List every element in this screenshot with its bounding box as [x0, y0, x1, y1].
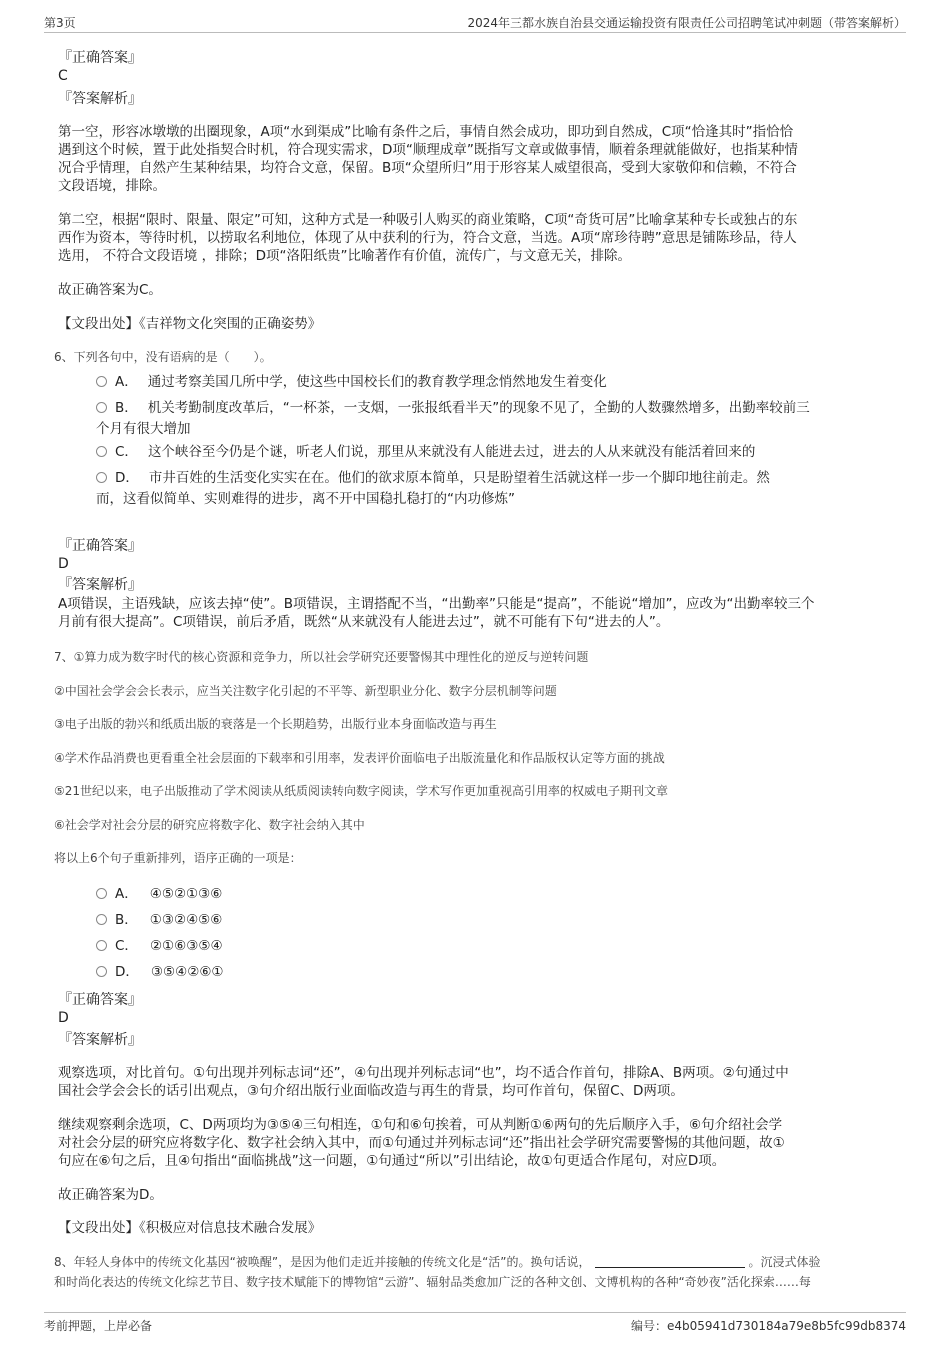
page-number: 第3页	[44, 16, 76, 30]
document-title: 2024年三都水族自治县交通运输投资有限责任公司招聘笔试冲刺题（带答案解析）	[467, 16, 906, 30]
q7-analysis-line: 观察选项，对比首句。①句出现并列标志词“还”，④句出现并列标志词“也”，均不适合作首句，排除A、B两项。②句通过中	[58, 1065, 789, 1081]
radio-button[interactable]	[96, 888, 107, 899]
q8-stem-line	[54, 1252, 821, 1272]
q6-option-a[interactable]	[96, 372, 607, 392]
q7-sentence: 7、①算力成为数字时代的核心资源和竞争力，所以社会学研究还要警惕其中理性化的逆反与逆转问题	[54, 650, 589, 664]
radio-button[interactable]	[96, 402, 107, 413]
q5-conclusion: 故正确答案为C。	[58, 282, 162, 298]
q7-source: 【文段出处】《积极应对信息技术融合发展》	[58, 1220, 322, 1236]
q5-analysis-label: 『答案解析』	[58, 91, 142, 107]
q7-analysis-line: 句应在⑥句之后，且④句指出“面临挑战”这一问题，①句通过“所以”引出结论，故①句更适合作尾句，对应D项。	[58, 1153, 726, 1169]
footer-serial: 编号：e4b05941d730184a79e8b5fc99db8374	[631, 1319, 906, 1333]
q8-text: 。沉浸式体验	[748, 1255, 821, 1269]
option-text: 市井百姓的生活变化实实在在。他们的欲求原本简单，只是盼望着生活就这样一步一个脚印地往前走。然	[148, 470, 770, 486]
q7-answer: D	[58, 1010, 69, 1026]
q7-conclusion: 故正确答案为D。	[58, 1187, 163, 1203]
q5-analysis-line: 选用， 不符合文段语境 ，排除；D项“洛阳纸贵”比喻著作有价值，流传广，与文意无关，排除。	[58, 248, 631, 264]
option-label: B．	[115, 400, 138, 416]
option-label: C．	[115, 938, 138, 954]
q7-analysis-label: 『答案解析』	[58, 1032, 142, 1048]
fill-in-blank[interactable]	[595, 1254, 745, 1268]
q6-stem: 6、下列各句中，没有语病的是（ ）。	[54, 350, 272, 364]
option-label: A．	[115, 374, 138, 390]
option-label: A．	[115, 886, 138, 902]
q6-option-c[interactable]	[96, 442, 755, 462]
q5-source: 【文段出处】《吉祥物文化突围的正确姿势》	[58, 316, 322, 332]
option-text: ②①⑥③⑤④	[149, 938, 223, 954]
q7-analysis-line: 继续观察剩余选项，C、D两项均为③⑤④三句相连，①句和⑥句挨着，可从判断①⑥两句的先后顺序入手，⑥句介绍社会学	[58, 1117, 783, 1133]
q7-option-a[interactable]	[96, 884, 222, 904]
option-text: ①③②④⑤⑥	[149, 912, 223, 928]
radio-button[interactable]	[96, 966, 107, 977]
option-text: 机关考勤制度改革后，“一杯茶，一支烟，一张报纸看半天”的现象不见了，全勤的人数骤然增多，出勤率较前三	[147, 400, 810, 416]
q7-answer-label: 『正确答案』	[58, 992, 142, 1008]
option-label: D．	[115, 964, 139, 980]
q7-analysis-line: 国社会学会会长的话引出观点，③句介绍出版行业面临改造与再生的背景，均可作首句，保留C、D两项。	[58, 1083, 684, 1099]
q6-analysis-line: A项错误，主语残缺，应该去掉“使”。B项错误，主谓搭配不当，“出勤率”只能是“提高”，不能说“增加”，应改为“出勤率较三个	[58, 596, 815, 612]
radio-button[interactable]	[96, 914, 107, 925]
q8-text: 8、年轻人身体中的传统文化基因“被唤醒”，是因为他们走近并接触的传统文化是“活”的。换句话说，	[54, 1255, 591, 1269]
q7-prompt: 将以上6个句子重新排列，语序正确的一项是：	[54, 851, 302, 865]
q5-analysis-line: 第二空，根据“限时、限量、限定”可知，这种方式是一种吸引人购买的商业策略，C项“奇货可居”比喻拿某种专长或独占的东	[58, 212, 798, 228]
radio-button[interactable]	[96, 472, 107, 483]
q5-analysis-line: 第一空，形容冰墩墩的出圈现象，A项“水到渠成”比喻有条件之后，事情自然会成功，即功到自然成，C项“恰逢其时”指恰恰	[58, 124, 794, 140]
option-label: B．	[115, 912, 138, 928]
radio-button[interactable]	[96, 376, 107, 387]
q8-stem-line: 和时尚化表达的传统文化综艺节目、数字技术赋能下的博物馆“云游”、辐射品类愈加广泛的各种文创、文博机构的各种“奇妙夜”活化探索……每	[54, 1275, 811, 1289]
radio-button[interactable]	[96, 446, 107, 457]
q7-sentence: ⑤21世纪以来，电子出版推动了学术阅读从纸质阅读转向数字阅读，学术写作更加重视高引用率的权威电子期刊文章	[54, 784, 669, 798]
footer-slogan: 考前押题，上岸必备	[44, 1319, 153, 1333]
q6-answer: D	[58, 556, 69, 572]
option-label: C．	[115, 444, 138, 460]
page-header	[44, 14, 906, 33]
option-text: 通过考察美国几所中学，使这些中国校长们的教育教学理念悄然地发生着变化	[147, 374, 607, 390]
q6-option-d[interactable]	[96, 468, 770, 488]
option-label: D．	[115, 470, 139, 486]
q5-analysis-line: 文段语境，排除。	[58, 178, 166, 194]
radio-button[interactable]	[96, 940, 107, 951]
option-text: ③⑤④②⑥①	[150, 964, 224, 980]
page-footer	[44, 1312, 906, 1335]
q5-answer-label: 『正确答案』	[58, 50, 142, 66]
q7-sentence: ④学术作品消费也更看重全社会层面的下载率和引用率，发表评价面临电子出版流量化和作品版权认定等方面的挑战	[54, 751, 665, 765]
q7-option-b[interactable]	[96, 910, 222, 930]
q6-option-d-cont: 而，这看似简单、实则难得的进步，离不开中国稳扎稳打的“内功修炼”	[96, 491, 515, 507]
q6-option-b[interactable]	[96, 398, 810, 418]
q7-sentence: ⑥社会学对社会分层的研究应将数字化、数字社会纳入其中	[54, 818, 365, 832]
q5-analysis-line: 西作为资本，等待时机，以捞取名利地位，体现了从中获利的行为，符合文意，当选。A项“席珍待聘”意思是铺陈珍品，待人	[58, 230, 797, 246]
q5-analysis-line: 遇到这个时候，置于此处指契合时机，符合现实需求，D项“顺理成章”既指写文章或做事情，顺着条理就能做好，也指某种情	[58, 142, 798, 158]
q6-analysis-label: 『答案解析』	[58, 577, 142, 593]
q5-analysis-line: 况合乎情理，自然产生某种结果，均符合文意，保留。B项“众望所归”用于形容某人威望很高，受到大家敬仰和信赖，不符合	[58, 160, 797, 176]
q6-analysis-line: 月前有很大提高”。C项错误，前后矛盾，既然“从来就没有人能进去过”，就不可能有下句“进去的人”。	[58, 614, 670, 630]
q7-analysis-line: 对社会分层的研究应将数字化、数字社会纳入其中，而①句通过并列标志词“还”指出社会学研究需要警惕的其他问题，故①	[58, 1135, 785, 1151]
option-text: 这个峡谷至今仍是个谜，听老人们说，那里从来就没有人能进去过，进去的人从来就没有能活着回来的	[147, 444, 756, 460]
q7-sentence: ②中国社会学会会长表示，应当关注数字化引起的不平等、新型职业分化、数字分层机制等问题	[54, 684, 557, 698]
q6-option-b-cont: 个月有很大增加	[96, 421, 191, 437]
q7-option-d[interactable]	[96, 962, 224, 982]
q5-answer: C	[58, 68, 68, 84]
q6-answer-label: 『正确答案』	[58, 538, 142, 554]
q7-option-c[interactable]	[96, 936, 223, 956]
option-text: ④⑤②①③⑥	[149, 886, 223, 902]
q7-sentence: ③电子出版的勃兴和纸质出版的衰落是一个长期趋势，出版行业本身面临改造与再生	[54, 717, 497, 731]
